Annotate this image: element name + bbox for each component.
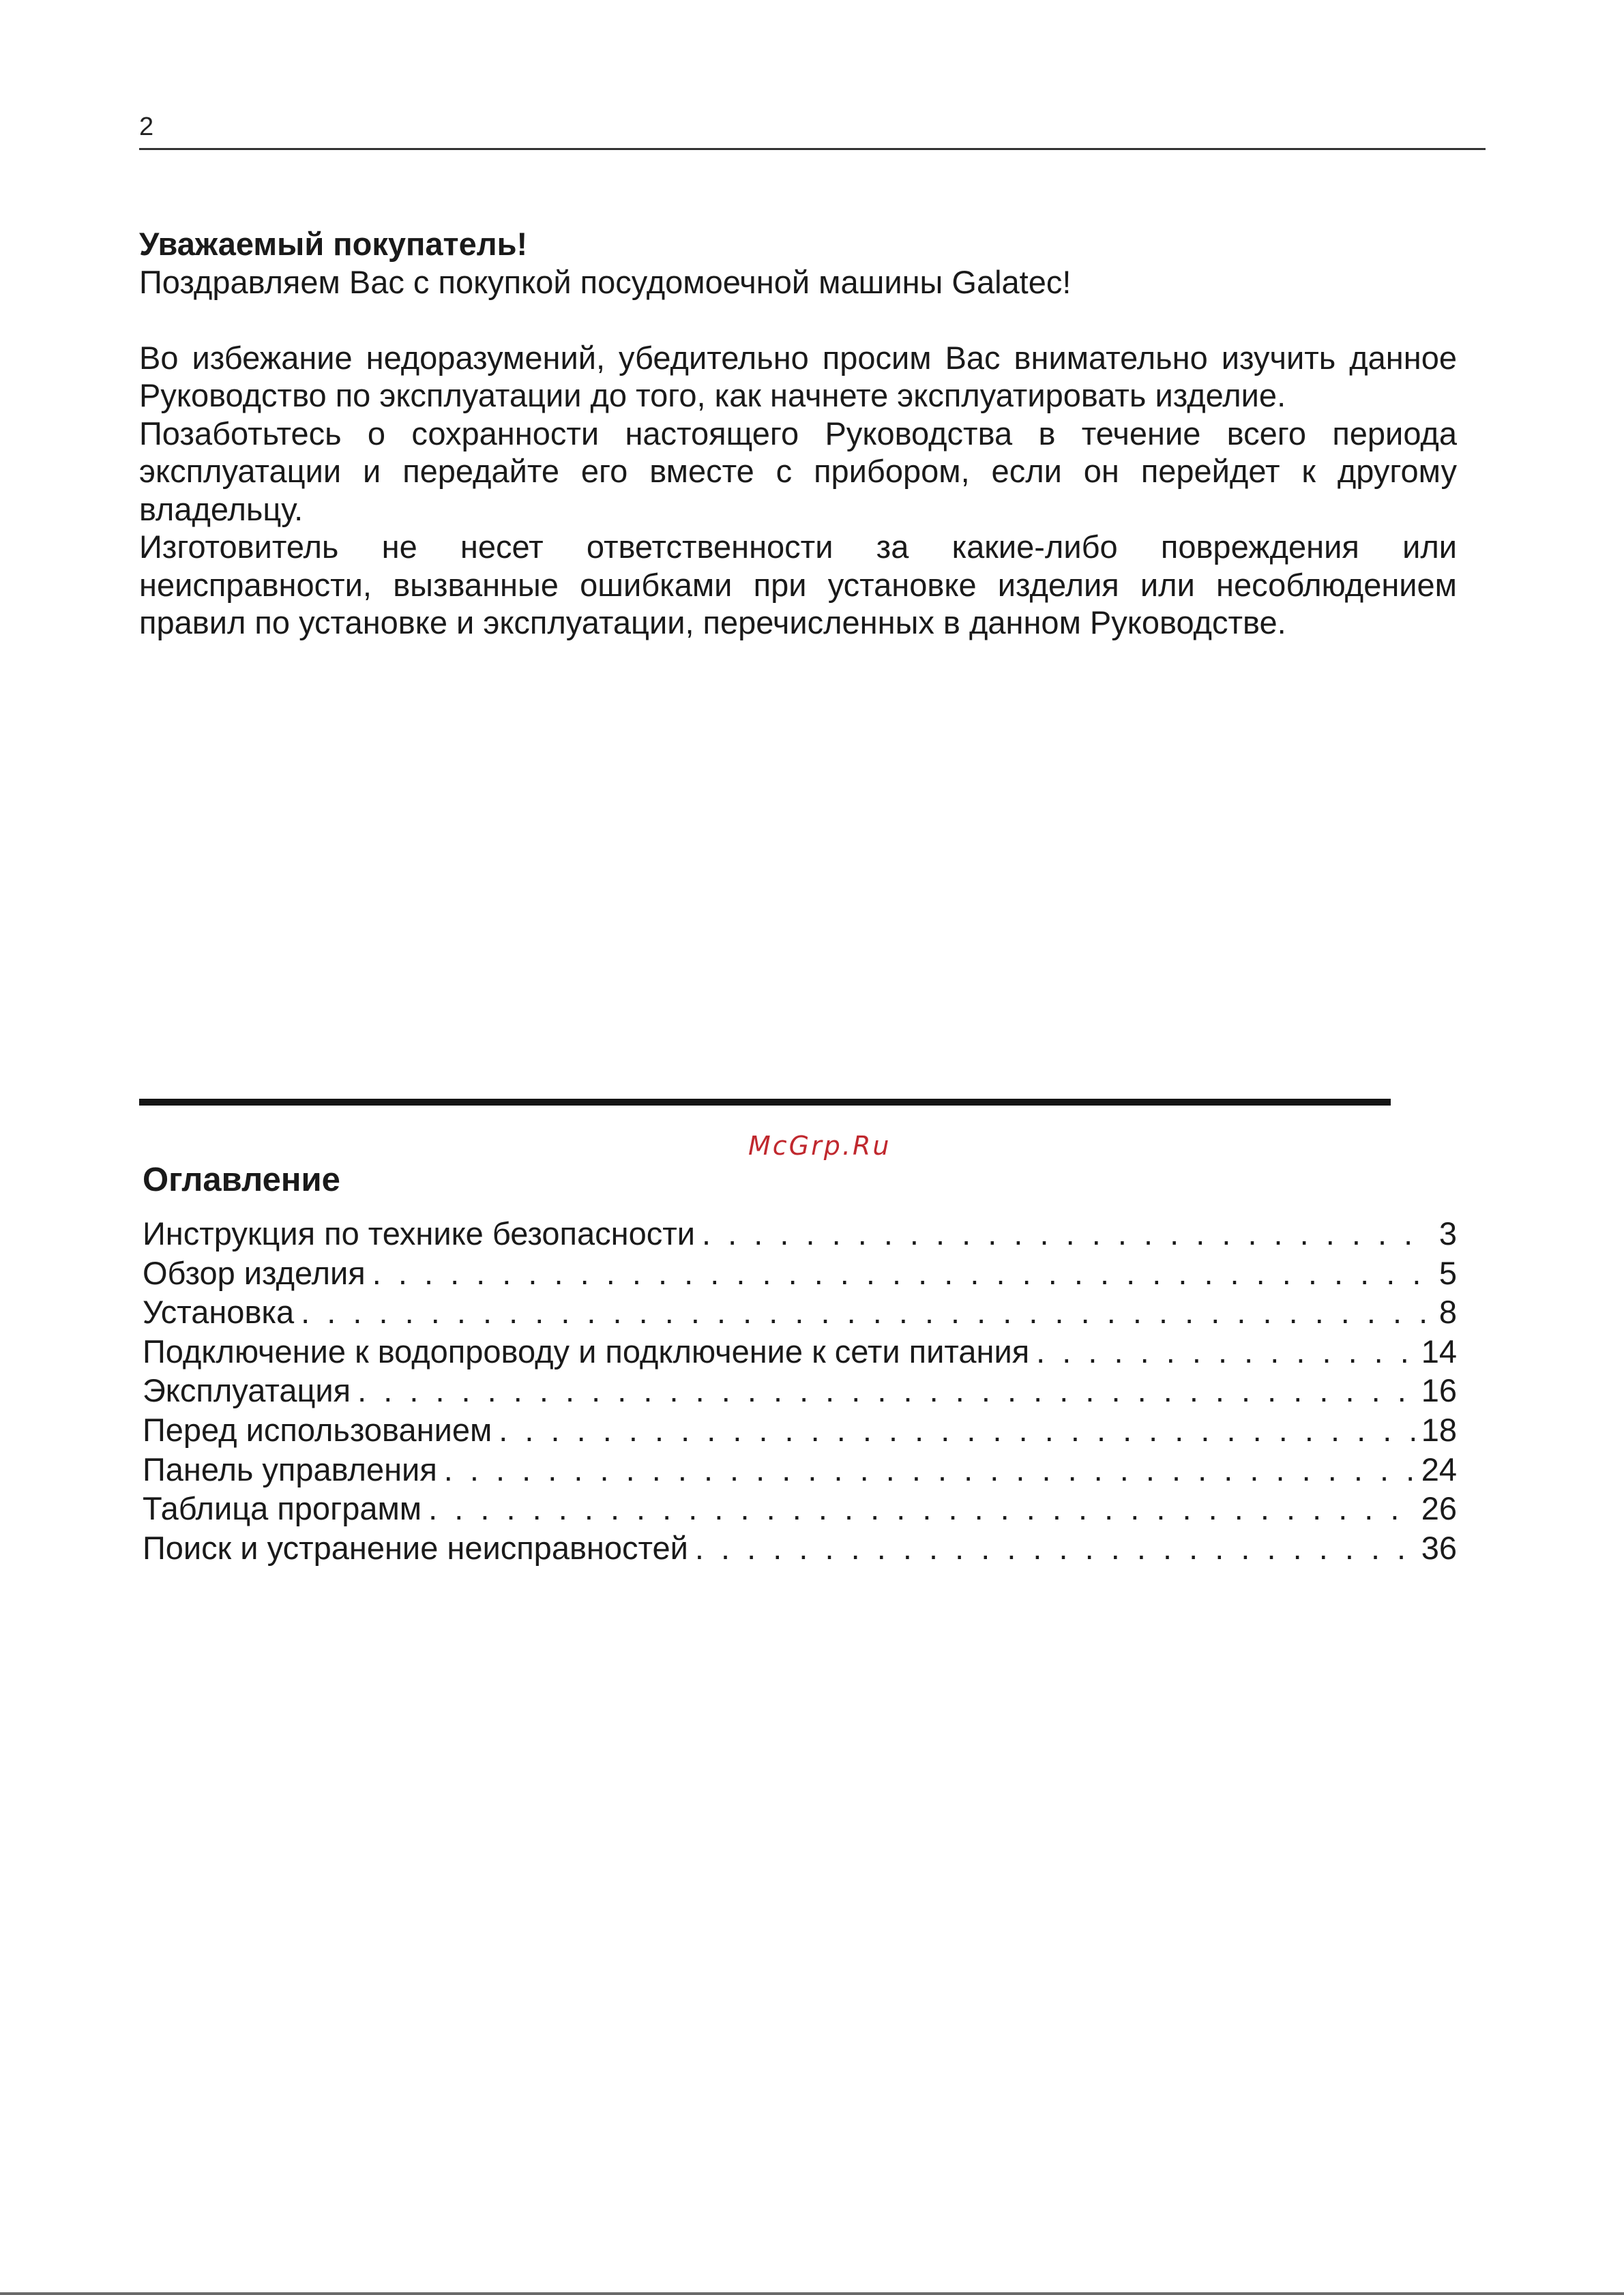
toc-entry-page: 5	[1438, 1254, 1457, 1291]
toc-entry[interactable]	[143, 1528, 1457, 1568]
toc-entry-page: 26	[1421, 1490, 1457, 1527]
toc-leader-dots	[444, 1450, 1415, 1490]
toc-leader-dots	[428, 1489, 1415, 1528]
page-number: 2	[139, 113, 154, 141]
greeting-heading: Уважаемый покупатель!	[139, 226, 528, 262]
intro-paragraph: Во избежание недоразумений, убедительно просим Вас внимательно изучить данное Руководство по эксплуатации до того, как начнете эксплуатировать изделие.	[139, 339, 1457, 413]
toc-divider	[139, 1099, 1391, 1106]
toc-entry-title: Эксплуатация	[143, 1372, 351, 1409]
toc-entry-page: 36	[1421, 1529, 1457, 1566]
toc-title: Оглавление	[143, 1161, 340, 1198]
paragraph-spacer	[139, 301, 1457, 339]
toc-entry[interactable]	[143, 1410, 1457, 1450]
toc-leader-dots	[695, 1528, 1415, 1568]
toc-leader-dots	[357, 1371, 1415, 1410]
toc-entry-title: Таблица программ	[143, 1490, 422, 1527]
toc-entry-title: Подключение к водопроводу и подключение к сети питания	[143, 1333, 1030, 1369]
toc-entry-page: 3	[1438, 1215, 1457, 1252]
toc-entry-page: 18	[1421, 1411, 1457, 1448]
toc-entry[interactable]	[143, 1450, 1457, 1490]
intro-paragraph: Позаботьтесь о сохранности настоящего Руководства в течение всего периода эксплуатации и передайте его вместе с прибором, если он перейдет к другому владельцу.	[139, 415, 1457, 527]
table-of-contents	[143, 1214, 1457, 1567]
toc-entry[interactable]	[143, 1371, 1457, 1410]
toc-entry-page: 16	[1421, 1372, 1457, 1409]
toc-entry[interactable]	[143, 1489, 1457, 1528]
toc-entry-title: Поиск и устранение неисправностей	[143, 1529, 688, 1566]
header-divider	[139, 148, 1486, 150]
toc-leader-dots	[1036, 1332, 1415, 1372]
toc-entry-title: Установка	[143, 1294, 295, 1331]
watermark-text: McGrp.Ru	[748, 1131, 891, 1161]
toc-leader-dots	[372, 1254, 1432, 1293]
toc-entry-title: Обзор изделия	[143, 1254, 366, 1291]
toc-entry-page: 14	[1421, 1333, 1457, 1369]
toc-entry-title: Панель управления	[143, 1451, 437, 1487]
toc-entry-title: Перед использованием	[143, 1411, 492, 1448]
toc-entry-page: 24	[1421, 1451, 1457, 1487]
toc-leader-dots	[301, 1292, 1432, 1332]
toc-entry-title: Инструкция по технике безопасности	[143, 1215, 695, 1252]
toc-entry-page: 8	[1438, 1294, 1457, 1331]
congratulation-text: Поздравляем Вас с покупкой посудомоечной машины Galatec!	[139, 263, 1072, 300]
page-bottom-edge	[0, 2292, 1624, 2295]
toc-entry[interactable]	[143, 1254, 1457, 1293]
toc-entry[interactable]	[143, 1292, 1457, 1332]
intro-paragraph: Изготовитель не несет ответственности за какие-либо повреждения или неисправности, вызванные ошибками при установке изделия или несоблюдением правил по установке и эксплуатации, перечисленных в данном Руководстве.	[139, 529, 1457, 640]
toc-entry[interactable]	[143, 1332, 1457, 1372]
intro-section	[139, 225, 1457, 642]
toc-entry[interactable]	[143, 1214, 1457, 1254]
toc-leader-dots	[702, 1214, 1432, 1254]
toc-leader-dots	[499, 1410, 1414, 1450]
